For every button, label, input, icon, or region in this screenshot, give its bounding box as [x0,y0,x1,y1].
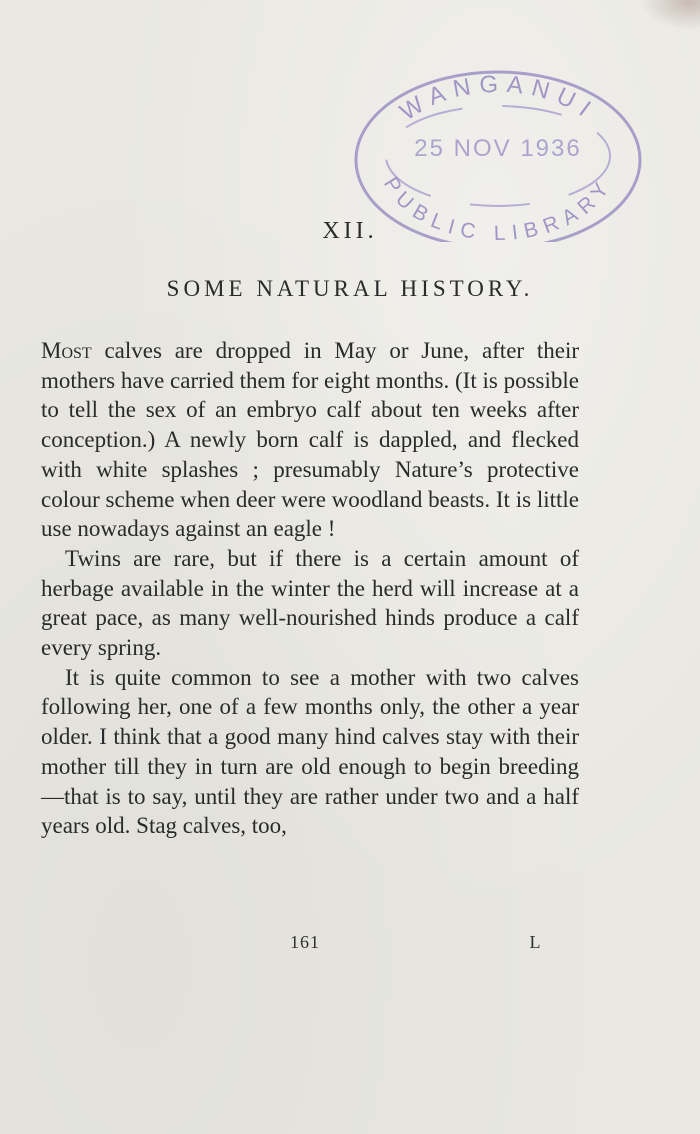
stamp-inner-ring [386,106,610,206]
stamp-top-text: WANGANUI [395,70,602,127]
paragraph-1 [41,336,579,544]
paragraph-lead-word: Most [41,338,92,363]
corner-stain [640,0,700,30]
stamp-bottom-text: PUBLIC LIBRARY [379,173,617,242]
body-text [41,336,579,841]
chapter-title: SOME NATURAL HISTORY. [166,276,534,301]
chapter-number: XII. [322,218,378,244]
paragraph-3: It is quite common to see a mother with two calves following her, one of a few months only, the other a year older. I think that a good many hind calves stay with their mother till they in turn are old enough to begin breeding —that is to say, until they are rather under two and a half years old. Stag calves, too, [41,664,579,839]
library-stamp [346,52,646,242]
page-footer [0,932,700,962]
paragraph-2: Twins are rare, but if there is a certain amount of herbage available in the winter the herd will increase at a great pace, as many well-nourished hinds produce a calf every spring. [41,545,579,661]
stamp-date: 25 NOV 1936 [414,135,582,162]
page-number: 161 [290,932,320,952]
signature-mark: L [529,932,541,952]
paragraph-text: calves are dropped in May or June, after their mothers have carried them for eight months. (It is possible to tell the sex of an embryo calf about ten weeks after conception.) A newly born calf is dappled, and flecked with white splashes ; presumably Nature’s protective colour scheme when deer were woodland beasts. It is little use nowadays against an eagle ! [41,338,579,542]
stamp-outer-ring [356,72,640,242]
